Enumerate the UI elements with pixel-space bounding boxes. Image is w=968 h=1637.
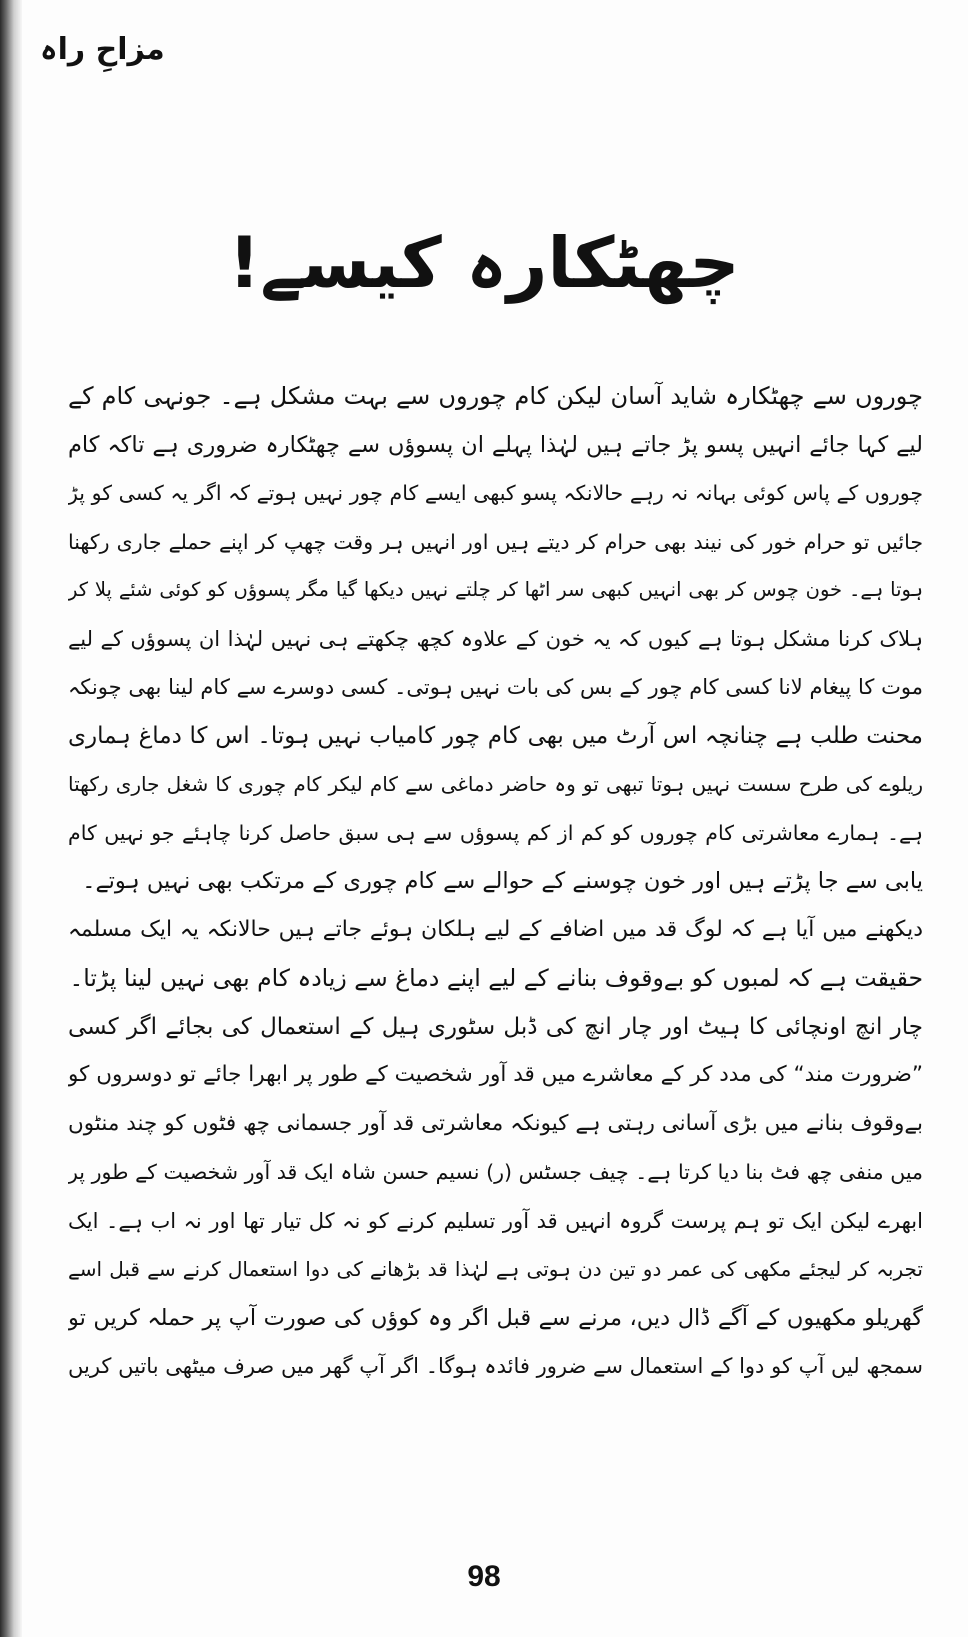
text-line: ہلاک کرنا مشکل ہوتا ہے کیوں کہ یہ خون کے علاوہ کچھ چکھتے ہی نہیں لہٰذا ان پسوؤں کے لیے — [68, 626, 923, 651]
text-line: ابھرے لیکن ایک تو ہم پرست گروہ انہیں قد آور تسلیم کرنے کو نہ کل تیار تھا اور نہ اب ہے۔ ایک — [68, 1208, 923, 1233]
text-line: ریلوے کی طرح سست نہیں ہوتا تبھی تو وہ حاضر دماغی سے کام لیکر کام چوری کا شغل جاری رکھتا — [68, 772, 923, 796]
chapter-title: چھٹکارہ کیسے! — [228, 222, 740, 304]
text-line: حقیقت ہے کہ لمبوں کو بےوقوف بنانے کے لیے اپنے دماغ سے زیادہ کام بھی نہیں لینا پڑتا۔ — [69, 964, 923, 992]
text-line: لیے کہا جائے انہیں پسو پڑ جاتے ہیں لہٰذا پہلے ان پسوؤں سے چھٹکارہ ضروری ہے تاکہ کام — [68, 431, 923, 458]
text-line: گھریلو مکھیوں کے آگے ڈال دیں، مرنے سے قبل اگر وہ کوؤں کی صورت آپ پر حملہ کریں تو — [68, 1304, 923, 1331]
page-number: 98 — [467, 1560, 501, 1593]
text-line: جائیں تو حرام خور کی نیند بھی حرام کر دیتے ہیں اور انہیں ہر وقت چھپ کر اپنے حملے جاری رکھنا — [68, 529, 923, 554]
text-line: چوروں کے پاس کوئی بہانہ نہ رہے حالانکہ پسو کبھی ایسے کام چور نہیں ہوتے کہ اگر یہ کسی کو پڑ — [68, 481, 923, 505]
text-line: ہے۔ ہمارے معاشرتی کام چوروں کو کم از کم پسوؤں سے ہی سبق حاصل کرنا چاہئے جو نہیں کام — [68, 820, 923, 845]
text-line: تجربہ کر لیجئے مکھی کی عمر دو تین دن ہوتی ہے لہٰذا قد بڑھانے کی دوا استعمال کرنے سے قبل اسے — [68, 1257, 923, 1281]
running-head: مزاحِ راہ — [40, 32, 165, 67]
text-line: ”ضرورت مند“ کی مدد کر کے معاشرے میں قد آور شخصیت کے طور پر ابھرا جائے تو دوسروں کو — [68, 1062, 923, 1087]
text-line: محنت طلب ہے چنانچہ اس آرٹ میں بھی کام چور کامیاب نہیں ہوتا۔ اس کا دماغ ہماری — [68, 722, 923, 749]
text-line: سمجھ لیں آپ کو دوا کے استعمال سے ضرور فائدہ ہوگا۔ اگر آپ گھر میں صرف میٹھی باتیں کریں — [68, 1354, 923, 1378]
text-line: دیکھنے میں آیا ہے کہ لوگ قد میں اضافے کے لیے ہلکان ہوئے جاتے ہیں حالانکہ یہ ایک مسلمہ — [68, 916, 923, 942]
text-line: میں منفی چھ فٹ بنا دیا کرتا ہے۔ چیف جسٹس (ر) نسیم حسن شاہ ایک قد آور شخصیت کے طور پر — [68, 1160, 923, 1184]
body-text — [68, 372, 923, 1391]
text-line: بےوقوف بنانے میں بڑی آسانی رہتی ہے کیونکہ معاشرتی قد آور جسمانی چھ فٹوں کو چند منٹوں — [68, 1110, 923, 1136]
text-line: چار انچ اونچائی کا ہیٹ اور چار انچ کی ڈبل سٹوری ہیل کے استعمال کی بجائے اگر کسی — [68, 1013, 923, 1040]
text-line: ہوتا ہے۔ خون چوس کر بھی انہیں کبھی سر اٹھا کر چلتے نہیں دیکھا گیا مگر پسوؤں کو کوئی شئے پلا کر — [68, 578, 923, 601]
text-line: موت کا پیغام لانا کسی کام چور کے بس کی بات نہیں ہوتی۔ کسی دوسرے سے کام لینا بھی چونکہ — [68, 675, 923, 699]
text-line: چوروں سے چھٹکارہ شاید آسان لیکن کام چوروں سے بہت مشکل ہے۔ جونہی کام کے — [68, 382, 923, 410]
text-line: یابی سے جا پڑتے ہیں اور خون چوسنے کے حوالے سے کام چوری کے مرتکب بھی نہیں ہوتے۔ — [82, 868, 923, 894]
